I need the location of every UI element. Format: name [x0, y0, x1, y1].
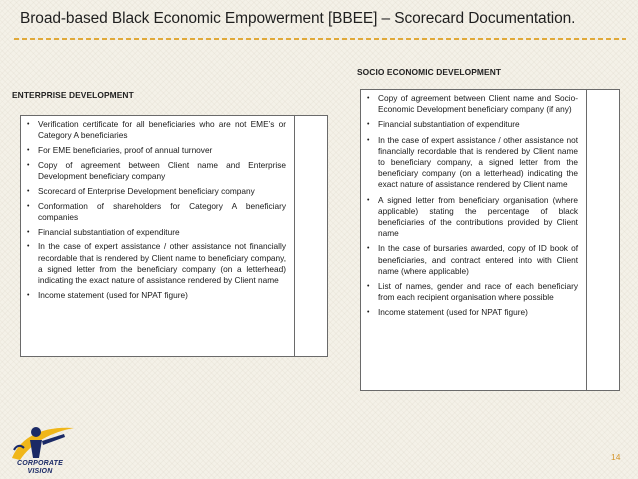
slide-title: Broad-based Black Economic Empowerment [BBEE] – Scorecard Documentation. [20, 10, 576, 27]
bullet-dot-icon: • [27, 161, 30, 169]
enterprise-item [27, 145, 286, 156]
socio-economic-development-heading: SOCIO ECONOMIC DEVELOPMENT [357, 67, 502, 77]
bullet-dot-icon: • [27, 228, 30, 236]
enterprise-item [27, 227, 286, 238]
socio-item-text: List of names, gender and race of each beneficiary from each recipient organisation where possible [378, 281, 578, 303]
bullet-dot-icon: • [27, 147, 30, 154]
socio-list-cell [361, 90, 587, 391]
bullet-dot-icon: • [27, 187, 30, 195]
socio-document-list [361, 90, 586, 321]
socio-item [367, 243, 578, 277]
bullet-dot-icon: • [367, 196, 370, 204]
enterprise-item-text: Verification certificate for all beneficiaries who are not EME’s or Category A beneficiaries [38, 119, 286, 141]
enterprise-item [27, 160, 286, 182]
socio-item-text: Financial substantiation of expenditure [378, 119, 520, 130]
socio-item [367, 195, 578, 240]
socio-item [367, 93, 578, 115]
enterprise-document-list [21, 116, 294, 307]
title-divider [14, 38, 626, 40]
bullet-dot-icon: • [27, 202, 30, 210]
logo-wordmark [3, 460, 77, 475]
enterprise-list-cell [21, 116, 295, 357]
enterprise-item-text: Copy of agreement between Client name and Enterprise Development beneficiary company [38, 159, 286, 181]
bullet-dot-icon: • [367, 121, 370, 129]
socio-item [367, 135, 578, 191]
enterprise-item [27, 241, 286, 286]
enterprise-item [27, 201, 286, 223]
socio-item-text: In the case of bursaries awarded, copy of ID book of beneficiaries, and contract entered into with Client name (where applicable) [378, 243, 578, 276]
enterprise-item [27, 290, 286, 301]
page-number: 14 [611, 452, 621, 462]
enterprise-item-text: Conformation of shareholders for Category A beneficiary companies [38, 200, 286, 222]
enterprise-development-table [20, 115, 328, 357]
bullet-dot-icon: • [367, 95, 370, 102]
enterprise-item-text: Financial substantiation of expenditure [38, 226, 180, 237]
enterprise-item-text: For EME beneficiaries, proof of annual turnover [38, 145, 213, 155]
bullet-dot-icon: • [367, 283, 370, 291]
bullet-dot-icon: • [27, 291, 30, 299]
socio-economic-development-table [360, 89, 620, 391]
logo-line-2: VISION [27, 467, 53, 475]
socio-item-text: Income statement (used for NPAT figure) [378, 307, 528, 318]
enterprise-check-cell [295, 116, 328, 357]
bullet-dot-icon: • [367, 309, 370, 317]
socio-item-text: In the case of expert assistance / other assistance not financially recordable that is rendered by Client name to beneficiary company, a signed letter from the beneficiary company (on a letterhead) indicating the exact nature of assistance rendered by Client name [378, 134, 578, 190]
enterprise-item [27, 186, 286, 197]
logo-line-1: CORPORATE [16, 460, 63, 467]
socio-item [367, 281, 578, 303]
enterprise-development-heading: ENTERPRISE DEVELOPMENT [12, 90, 134, 100]
enterprise-item-text: Income statement (used for NPAT figure) [38, 289, 188, 300]
enterprise-item [27, 119, 286, 141]
enterprise-item-text: In the case of expert assistance / other assistance not financially recordable that is rendered by Client name to beneficiary company, a signed letter from the beneficiary company (on a letterhead) indicating the exact nature of assistance rendered by Client name [38, 241, 286, 285]
socio-item-text: A signed letter from beneficiary organisation (where applicable) stating the percentage of black beneficiaries of the contributions provided by Client name [378, 194, 578, 239]
socio-item-text: Copy of agreement between Client name and Socio-Economic Development beneficiary company (if any) [378, 93, 578, 115]
bullet-dot-icon: • [27, 243, 30, 251]
bullet-dot-icon: • [367, 245, 370, 253]
socio-item [367, 307, 578, 318]
bullet-dot-icon: • [27, 121, 30, 128]
enterprise-item-text: Scorecard of Enterprise Development beneficiary company [38, 185, 255, 196]
socio-check-cell [587, 90, 620, 391]
bullet-dot-icon: • [367, 136, 370, 144]
socio-item [367, 119, 578, 130]
